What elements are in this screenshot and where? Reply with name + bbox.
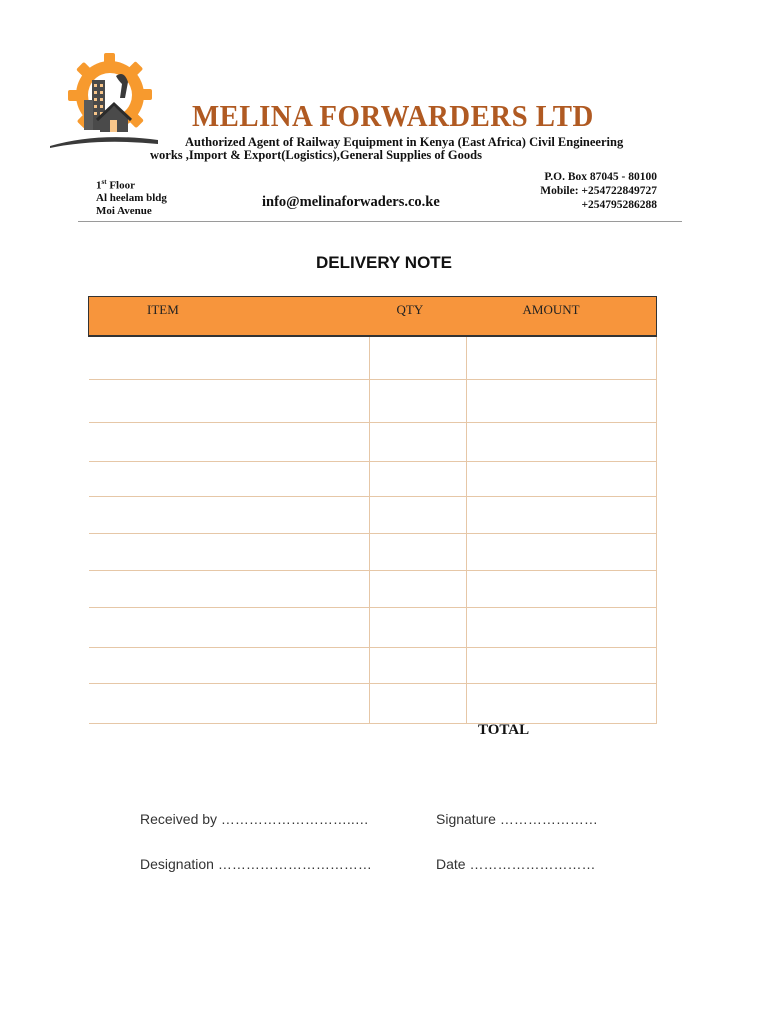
signature-field[interactable]: Signature ………………… (436, 811, 598, 827)
qty-cell[interactable] (370, 533, 467, 570)
item-cell[interactable] (89, 683, 370, 723)
item-cell[interactable] (89, 607, 370, 647)
amount-cell[interactable] (467, 336, 657, 379)
mobile-number-2: +254795286288 (581, 199, 657, 211)
amount-cell[interactable] (467, 496, 657, 533)
company-logo (48, 50, 160, 148)
item-cell[interactable] (89, 422, 370, 461)
table-row (89, 461, 657, 496)
qty-cell[interactable] (370, 570, 467, 607)
total-label: TOTAL (478, 722, 530, 738)
table-row (89, 683, 657, 723)
table-header-row (89, 297, 657, 337)
amount-cell[interactable] (467, 533, 657, 570)
qty-cell[interactable] (370, 607, 467, 647)
document-title: DELIVERY NOTE (315, 253, 453, 272)
designation-field[interactable]: Designation …………………………… (140, 856, 372, 872)
delivery-items-table (88, 296, 657, 724)
column-header-qty: QTY (370, 297, 467, 337)
table-row (89, 422, 657, 461)
table-row (89, 647, 657, 683)
address-floor: 1st Floor (96, 178, 135, 192)
qty-cell[interactable] (370, 683, 467, 723)
address-building: Al heelam bldg (96, 192, 167, 205)
header-divider (78, 221, 682, 222)
qty-cell[interactable] (370, 496, 467, 533)
table-row (89, 607, 657, 647)
mobile-number-1: Mobile: +254722849727 (540, 185, 657, 197)
table-row (89, 496, 657, 533)
item-cell[interactable] (89, 496, 370, 533)
amount-cell[interactable] (467, 607, 657, 647)
item-cell[interactable] (89, 379, 370, 422)
amount-cell[interactable] (467, 647, 657, 683)
qty-cell[interactable] (370, 422, 467, 461)
company-name: MELINA FORWARDERS LTD (192, 98, 594, 133)
item-cell[interactable] (89, 570, 370, 607)
qty-cell[interactable] (370, 336, 467, 379)
qty-cell[interactable] (370, 461, 467, 496)
company-address (96, 176, 167, 217)
company-tagline-line2: works ,Import & Export(Logistics),General Supplies of Goods (150, 148, 482, 162)
amount-cell[interactable] (467, 422, 657, 461)
amount-cell[interactable] (467, 379, 657, 422)
po-box: P.O. Box 87045 - 80100 (544, 171, 657, 183)
date-field[interactable]: Date ……………………… (436, 856, 596, 872)
column-header-item: ITEM (89, 297, 370, 337)
amount-cell[interactable] (467, 461, 657, 496)
table-row (89, 570, 657, 607)
item-cell[interactable] (89, 461, 370, 496)
table-row (89, 533, 657, 570)
company-contact (520, 170, 657, 212)
item-cell[interactable] (89, 647, 370, 683)
item-cell[interactable] (89, 336, 370, 379)
table-row (89, 379, 657, 422)
qty-cell[interactable] (370, 647, 467, 683)
company-email[interactable]: info@melinaforwaders.co.ke (262, 194, 440, 210)
amount-cell[interactable] (467, 683, 657, 723)
table-row (89, 336, 657, 379)
column-header-amount: AMOUNT (467, 297, 657, 337)
company-tagline-line1: Authorized Agent of Railway Equipment in Kenya (East Africa) Civil Engineering (185, 135, 624, 149)
address-street: Moi Avenue (96, 204, 152, 217)
item-cell[interactable] (89, 533, 370, 570)
received-by-field[interactable]: Received by ………………………..… (140, 811, 369, 827)
qty-cell[interactable] (370, 379, 467, 422)
amount-cell[interactable] (467, 570, 657, 607)
